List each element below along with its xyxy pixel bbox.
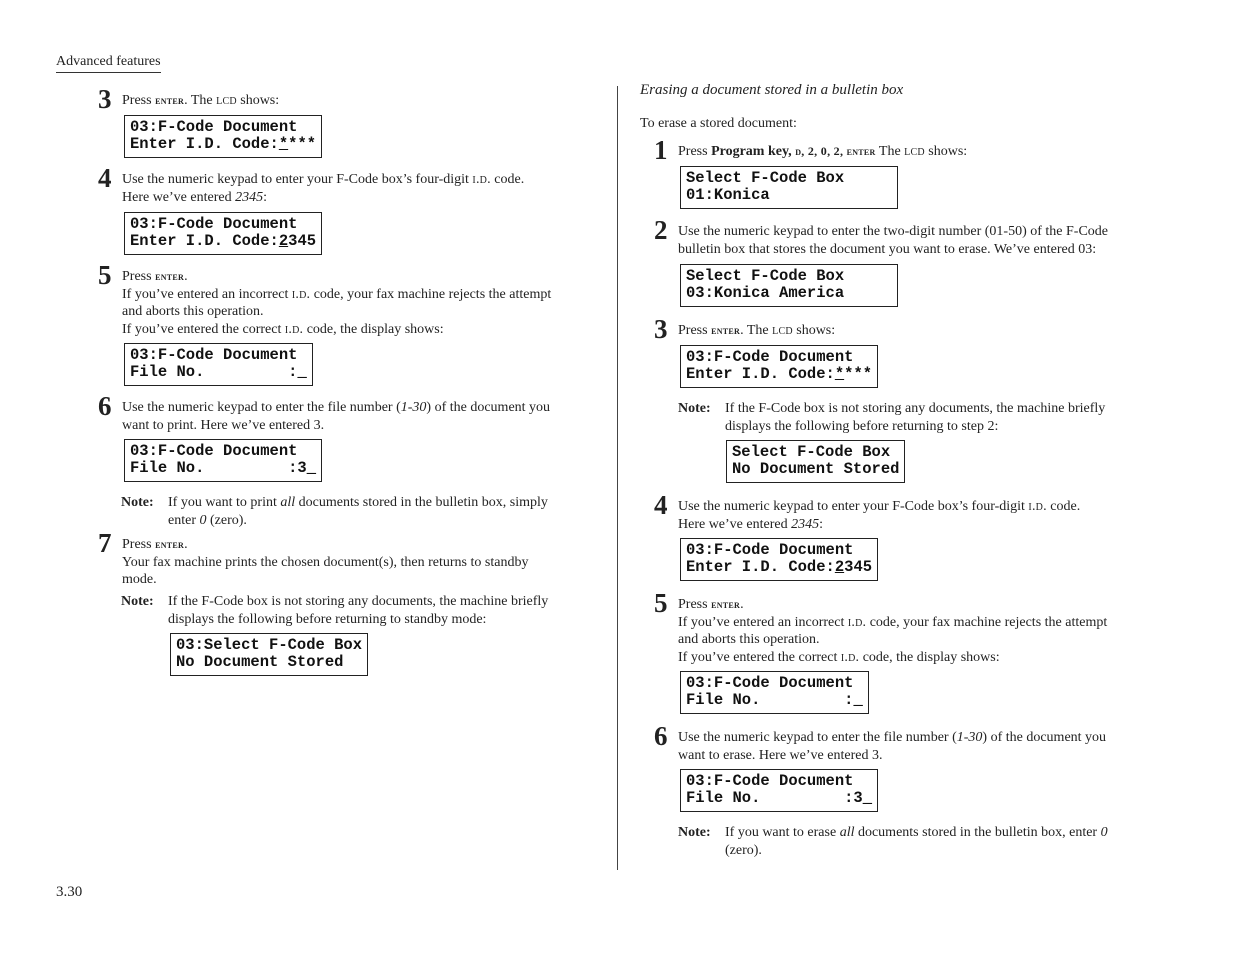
step-number: 6 <box>98 391 112 421</box>
lcd-display: 03:F-Code Document File No. :_ <box>124 343 313 386</box>
right-step-6 <box>654 721 1107 764</box>
right-step-4 <box>654 490 1081 533</box>
left-step-3 <box>98 84 280 114</box>
step-number: 4 <box>98 163 112 193</box>
step-number: 3 <box>98 84 112 114</box>
lcd-display: 03:F-Code Document File No. :3_ <box>124 439 322 482</box>
lcd-display: 03:F-Code Document File No. :_ <box>680 671 869 714</box>
step-text: Press enter. Your fax machine prints the chosen document(s), then returns to standby mode. <box>122 537 529 587</box>
right-step-3 <box>654 314 836 344</box>
lcd-display: 03:F-Code Document Enter I.D. Code:2345 <box>124 212 322 255</box>
lcd-display: 03:Select F-Code Box No Document Stored <box>170 633 368 676</box>
right-step-1 <box>654 135 968 165</box>
note <box>678 400 1158 436</box>
lcd-display: Select F-Code Box No Document Stored <box>726 440 905 483</box>
note-text: If you want to print all documents stored in the bulletin box, simply enter 0 (zero). <box>168 495 548 528</box>
step-text: Use the numeric keypad to enter the two-digit number (01-50) of the F-Code bulletin box that stores the document you want to erase. We’ve entered 03: <box>678 224 1108 257</box>
right-step-2 <box>654 215 1108 258</box>
left-step-4 <box>98 163 525 206</box>
left-step-5 <box>98 260 552 338</box>
note-text: If the F-Code box is not storing any documents, the machine briefly displays the following before returning to step 2: <box>725 401 1106 434</box>
lcd-display: Select F-Code Box 03:Konica America <box>680 264 898 307</box>
lcd-display: Select F-Code Box 01:Konica <box>680 166 898 209</box>
step-text: Press enter. If you’ve entered an incorrect i.d. code, your fax machine rejects the attempt and aborts this operation. If you’ve entered the correct i.d. code, the display shows: <box>678 597 1108 665</box>
lcd-display: 03:F-Code Document Enter I.D. Code:**** <box>680 345 878 388</box>
right-step-5 <box>654 588 1108 666</box>
step-text: Press enter. The lcd shows: <box>122 93 280 108</box>
step-number: 5 <box>98 260 112 290</box>
step-text: Use the numeric keypad to enter your F-Code box’s four-digit i.d. code. Here we’ve entered 2345: <box>678 499 1081 532</box>
step-text: Press enter. The lcd shows: <box>678 323 836 338</box>
note <box>678 824 1158 860</box>
left-step-7 <box>98 528 529 589</box>
lcd-display: 03:F-Code Document Enter I.D. Code:**** <box>124 115 322 158</box>
column-divider <box>617 86 618 870</box>
note <box>121 494 601 530</box>
left-step-6 <box>98 391 551 434</box>
note-label: Note: <box>121 594 154 609</box>
step-number: 5 <box>654 588 668 618</box>
note <box>121 593 601 629</box>
step-number: 7 <box>98 528 112 558</box>
step-text: Use the numeric keypad to enter your F-Code box’s four-digit i.d. code. Here we’ve entered 2345: <box>122 172 525 205</box>
step-text: Use the numeric keypad to enter the file number (1-30) of the document you want to erase. Here we’ve entered 3. <box>678 730 1107 763</box>
lcd-display: 03:F-Code Document File No. :3_ <box>680 769 878 812</box>
note-text: If the F-Code box is not storing any documents, the machine briefly displays the following before returning to standby mode: <box>168 594 549 627</box>
lcd-display: 03:F-Code Document Enter I.D. Code:2345 <box>680 538 878 581</box>
step-number: 3 <box>654 314 668 344</box>
section-title: Erasing a document stored in a bulletin box <box>640 82 904 98</box>
note-text: If you want to erase all documents stored in the bulletin box, enter 0 (zero). <box>725 825 1108 858</box>
step-text: Press enter. If you’ve entered an incorrect i.d. code, your fax machine rejects the attempt and aborts this operation. If you’ve entered the correct i.d. code, the display shows: <box>122 269 552 337</box>
step-number: 2 <box>654 215 668 245</box>
note-label: Note: <box>121 495 154 510</box>
step-number: 6 <box>654 721 668 751</box>
step-number: 1 <box>654 135 668 165</box>
note-label: Note: <box>678 825 711 840</box>
step-text: Press Program key, d, 2, 0, 2, enter The lcd shows: <box>678 144 968 159</box>
step-text: Use the numeric keypad to enter the file number (1-30) of the document you want to print. Here we’ve entered 3. <box>122 400 551 433</box>
header-label: Advanced features <box>56 54 161 73</box>
intro-text: To erase a stored document: <box>640 116 797 131</box>
note-label: Note: <box>678 401 711 416</box>
step-number: 4 <box>654 490 668 520</box>
page-number: 3.30 <box>56 884 83 900</box>
